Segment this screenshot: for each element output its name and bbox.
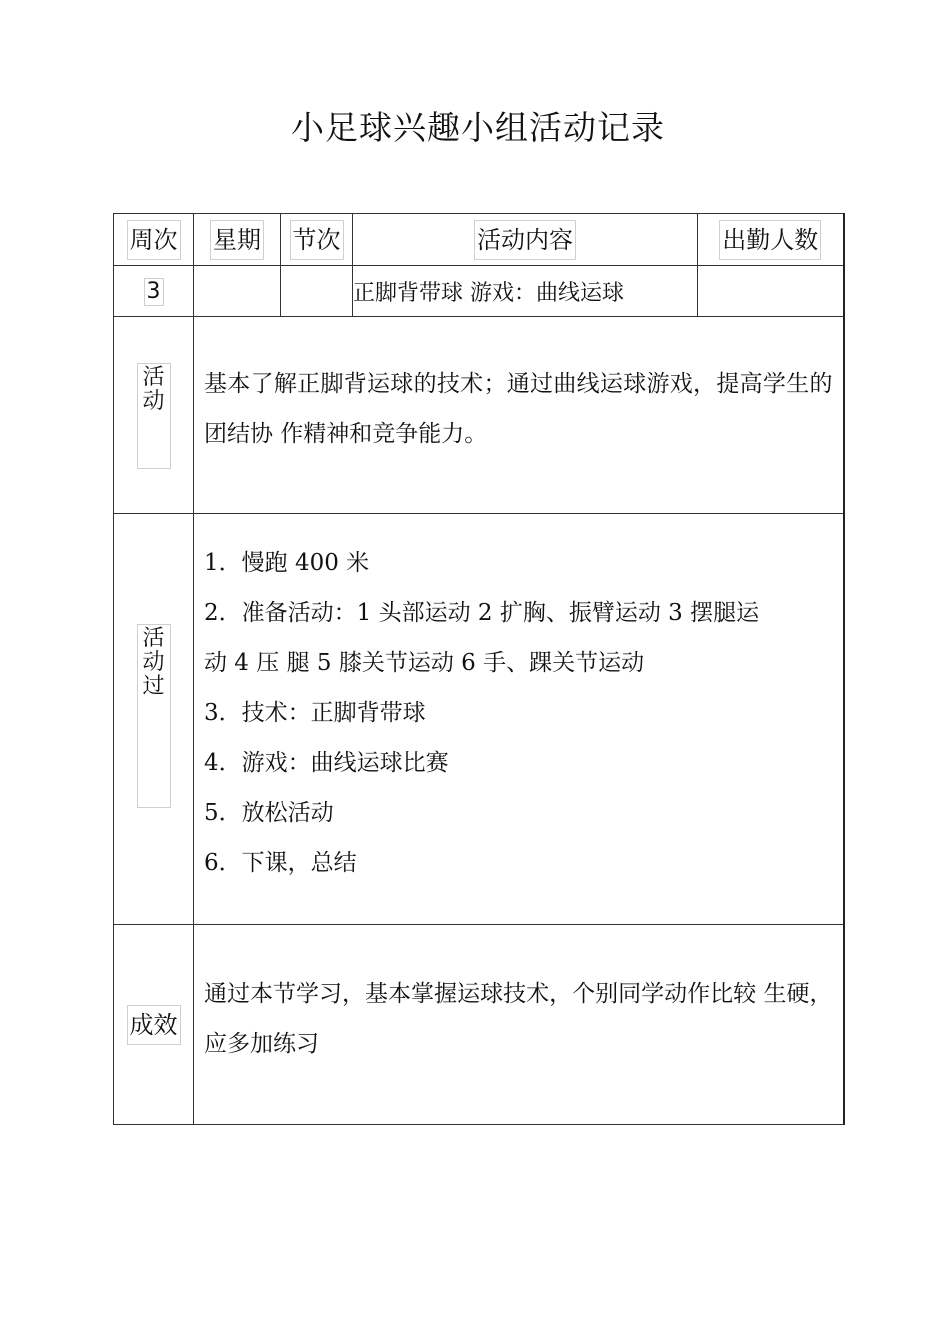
objective-label: 活 动: [137, 363, 171, 469]
record-period: [281, 266, 353, 317]
objective-cell: [194, 317, 844, 514]
objective-row: [114, 317, 844, 514]
objective-label-cell: [114, 317, 194, 514]
document-title: 小足球兴趣小组活动记录: [291, 108, 665, 147]
process-step: 4．游戏：曲线运球比赛: [204, 750, 449, 776]
header-content-cell: [353, 214, 698, 266]
process-label: 活 动 过: [137, 624, 171, 808]
record-content: 正脚背带球 游戏：曲线运球: [353, 266, 698, 317]
header-period: 节次: [290, 220, 344, 260]
process-step: 动 4 压 腿 5 膝关节运动 6 手、踝关节运动: [204, 650, 645, 676]
header-weekday: 星期: [210, 220, 264, 260]
result-label: 成效: [127, 1005, 181, 1045]
record-week: 3: [144, 278, 164, 306]
record-row: [114, 266, 844, 317]
process-step: 3．技术：正脚背带球: [204, 700, 426, 726]
process-step: 6．下课，总结: [204, 850, 357, 876]
process-step: 1．慢跑 400 米: [204, 550, 370, 576]
result-text: 通过本节学习，基本掌握运球技术，个别同学动作比较 生硬，应多加练习: [204, 981, 833, 1057]
header-period-cell: [281, 214, 353, 266]
record-week-cell: [114, 266, 194, 317]
header-row: [114, 214, 844, 266]
process-step: 2．准备活动：1 头部运动 2 扩胸、振臂运动 3 摆腿运: [204, 600, 760, 626]
header-weekday-cell: [194, 214, 281, 266]
result-label-cell: [114, 925, 194, 1125]
result-cell: [194, 925, 844, 1125]
header-content: 活动内容: [474, 220, 576, 260]
process-label-cell: [114, 514, 194, 925]
process-steps: [194, 538, 843, 888]
process-step: 5．放松活动: [204, 800, 334, 826]
activity-record-table: [113, 213, 845, 1125]
header-attendance-cell: [698, 214, 844, 266]
process-cell: [194, 514, 844, 925]
objective-text: 基本了解正脚背运球的技术；通过曲线运球游戏，提高学生的团结协 作精神和竞争能力。: [204, 371, 833, 447]
process-row: [114, 514, 844, 925]
header-attendance: 出勤人数: [719, 220, 821, 260]
header-week-cell: [114, 214, 194, 266]
record-weekday: [194, 266, 281, 317]
result-row: [114, 925, 844, 1125]
header-week: 周次: [127, 220, 181, 260]
record-attendance: [698, 266, 844, 317]
